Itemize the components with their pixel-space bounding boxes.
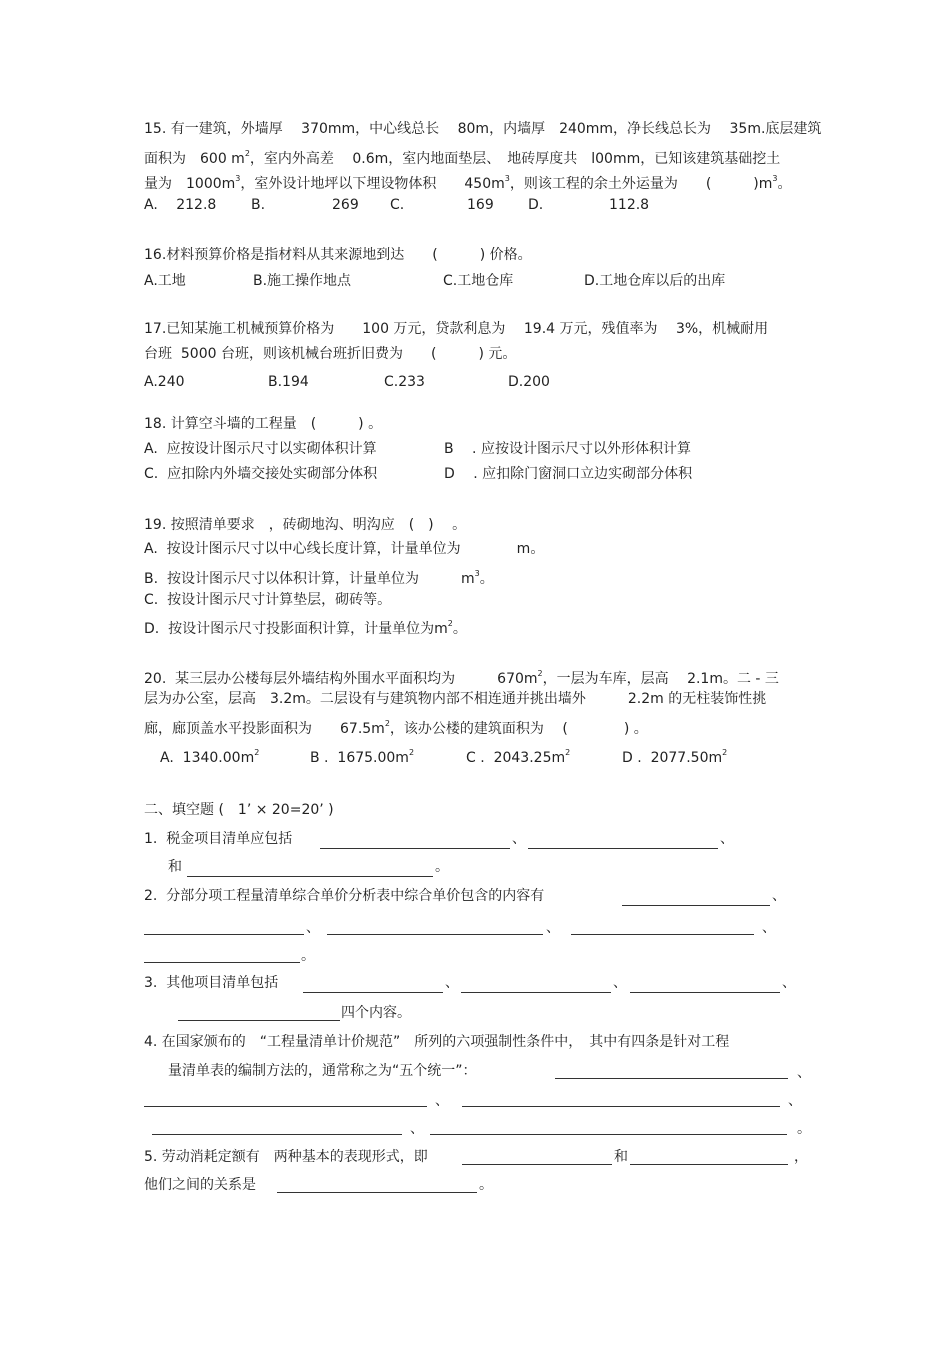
fill4-line-2: 量清单表的编制方法的，通常称之为“五个统一”：: [168, 1063, 477, 1079]
q15-line-3-text: 量为 1000m: [144, 176, 236, 192]
q15-option-d-label: D.: [528, 197, 544, 213]
q20-option-c: [466, 744, 570, 767]
q15-line-3-end: ，则该工程的余土外运量为 ( )m: [509, 176, 773, 192]
fill5-blank-1[interactable]: [462, 1164, 612, 1165]
q20-option-b: [310, 744, 414, 767]
q16-option-c: C.工地仓库: [443, 273, 514, 289]
q17-option-c: C.233: [384, 374, 425, 390]
q16-option-a: A.工地: [144, 273, 186, 289]
fill5-and: 和: [614, 1149, 628, 1165]
fill1-separator: 、: [512, 831, 526, 847]
fill3-separator: 、: [613, 975, 627, 991]
q20-superscript: 2: [537, 669, 543, 678]
q20-superscript: 2: [254, 748, 260, 757]
fill3-end: 四个内容。: [341, 1005, 411, 1021]
q15-line-3-period: 。: [777, 176, 792, 192]
q19-superscript: 3: [474, 569, 480, 578]
fill3-blank-1[interactable]: [303, 992, 443, 993]
fill4-line-1: 4. 在国家颁布的 “工程量清单计价规范” 所列的六项强制性条件中， 其中有四条是针对工程: [144, 1034, 730, 1050]
fill4-separator: 、: [788, 1093, 802, 1109]
q17-option-d: D.200: [508, 374, 550, 390]
q20-line-2: 层为办公室，层高 3.2m。二层设有与建筑物内部不相连通并挑出墙外 2.2m 的无柱装饰性挑: [144, 691, 767, 707]
q15-line-3-mid: ，室外设计地坪以下埋设物体积 450m: [240, 176, 505, 192]
fill3-blank-3[interactable]: [630, 992, 780, 993]
q20-option-a-text: A. 1340.00m: [160, 750, 255, 766]
q15-option-b-value: 269: [332, 197, 359, 213]
fill4-end: 。: [797, 1121, 811, 1137]
q19-option-c: C. 按设计图示尺寸计算垫层，砌砖等。: [144, 592, 392, 608]
q18-option-b: B . 应按设计图示尺寸以外形体积计算: [444, 441, 691, 457]
q15-option-d-value: 112.8: [609, 197, 650, 213]
q20-line-1-rest: ，一层为车库，层高 2.1m。二 - 三: [542, 671, 779, 687]
q19-option-d-text: D. 按设计图示尺寸投影面积计算，计量单位为m: [144, 621, 448, 637]
fill2-blank-4[interactable]: [571, 934, 754, 935]
fill3-separator: 、: [782, 975, 796, 991]
fill4-separator: 、: [410, 1121, 424, 1137]
fill5-blank-2[interactable]: [630, 1164, 788, 1165]
fill2-separator: 、: [546, 920, 560, 936]
q17-line-2: 台班 5000 台班，则该机械台班折旧费为 ( ) 元。: [144, 346, 517, 362]
fill4-blank-1[interactable]: [555, 1078, 788, 1079]
fill4-blank-2[interactable]: [144, 1106, 427, 1107]
fill2-separator: 、: [772, 888, 786, 904]
q20-superscript: 2: [384, 719, 390, 728]
q15-line-3: [144, 170, 791, 193]
fill2-end: 。: [301, 948, 315, 964]
q16-question: 16.材料预算价格是指材料从其来源地到达 ( ) 价格。: [144, 247, 532, 263]
fill3-question: 3. 其他项目清单包括: [144, 975, 279, 991]
q20-line-3-rest: ，该办公楼的建筑面积为 ( ) 。: [389, 721, 648, 737]
q20-line-1: [144, 665, 779, 688]
fill1-blank-1[interactable]: [320, 848, 510, 849]
fill1-end: 。: [435, 859, 449, 875]
q18-option-d: D . 应扣除门窗洞口立边实砌部分体积: [444, 466, 693, 482]
fill4-blank-5[interactable]: [430, 1134, 787, 1135]
q15-superscript: 3: [235, 174, 241, 183]
q17-option-a: A.240: [144, 374, 185, 390]
q16-option-d: D.工地仓库以后的出库: [584, 273, 726, 289]
q19-question: 19. 按照清单要求 ，砖砌地沟、明沟应 ( ) 。: [144, 517, 467, 533]
q18-question: 18. 计算空斗墙的工程量 ( ) 。: [144, 416, 383, 432]
fill1-question: 1. 税金项目清单应包括: [144, 831, 293, 847]
fill4-separator: 、: [435, 1093, 449, 1109]
fill3-blank-4[interactable]: [178, 1020, 340, 1021]
q20-superscript: 2: [408, 748, 415, 757]
q20-line-3: [144, 715, 648, 738]
fill2-question: 2. 分部分项工程量清单综合单价分析表中综合单价包含的内容有: [144, 888, 545, 904]
q15-option-a: A. 212.8: [144, 197, 217, 213]
q20-superscript: 2: [722, 748, 728, 757]
q15-superscript: 2: [244, 149, 250, 158]
q17-line-1: 17.已知某施工机械预算价格为 100 万元，贷款利息为 19.4 万元，残值率为 3%，机械耐用: [144, 321, 769, 337]
q15-option-c-label: C.: [390, 197, 405, 213]
fill1-blank-3[interactable]: [187, 876, 433, 877]
fill2-separator: 、: [306, 920, 320, 936]
fill1-and: 和: [168, 859, 182, 875]
q15-line-2-text: 面积为 600 m: [144, 151, 245, 167]
q15-line-2-rest: ，室内外高差 0.6m，室内地面垫层、 地砖厚度共 l00mm，已知该建筑基础挖土: [249, 151, 781, 167]
q18-option-c: C. 应扣除内外墙交接处实砌部分体积: [144, 466, 378, 482]
q19-option-a: A. 按设计图示尺寸以中心线长度计算，计量单位为 m。: [144, 541, 545, 557]
fill5-blank-3[interactable]: [277, 1192, 477, 1193]
section-2-title: 二、填空题 ( 1’ × 20=20’ ): [144, 802, 334, 818]
q20-line-1-text: 20. 某三层办公楼每层外墙结构外围水平面积均为 670m: [144, 671, 538, 687]
q15-superscript: 3: [504, 174, 510, 183]
fill5-line-1: 5. 劳动消耗定额有 两种基本的表现形式，即: [144, 1149, 428, 1165]
q15-superscript: 3: [772, 174, 778, 183]
fill4-separator: 、: [797, 1065, 811, 1081]
fill4-blank-3[interactable]: [462, 1106, 780, 1107]
fill1-blank-2[interactable]: [528, 848, 718, 849]
q19-option-b-text: B. 按设计图示尺寸以体积计算，计量单位为 m: [144, 571, 475, 587]
fill2-blank-5[interactable]: [144, 962, 300, 963]
fill1-separator: 、: [720, 831, 734, 847]
q20-superscript: 2: [565, 748, 571, 757]
q20-option-d-text: D . 2077.50m: [622, 750, 723, 766]
q16-option-b: B.施工操作地点: [253, 273, 352, 289]
fill5-comma: ，: [794, 1149, 808, 1165]
q20-option-c-text: C . 2043.25m: [466, 750, 566, 766]
q19-option-b-period: 。: [479, 571, 494, 587]
q20-option-d: [622, 744, 727, 767]
fill2-separator: 、: [762, 920, 776, 936]
q15-option-b-label: B.: [251, 197, 266, 213]
q20-option-b-text: B . 1675.00m: [310, 750, 409, 766]
fill4-blank-4[interactable]: [152, 1134, 402, 1135]
q19-option-d: [144, 615, 467, 638]
q15-line-2: [144, 145, 780, 168]
q19-option-d-period: 。: [452, 621, 467, 637]
q17-option-b: B.194: [268, 374, 309, 390]
q20-option-a: [160, 744, 259, 767]
q19-superscript: 2: [447, 619, 453, 628]
q20-line-3-text: 廊，廊顶盖水平投影面积为 67.5m: [144, 721, 385, 737]
fill3-separator: 、: [445, 975, 459, 991]
q15-option-c-value: 169: [467, 197, 494, 213]
q15-line-1: 15. 有一建筑，外墙厚 370mm，中心线总长 80m，内墙厚 240mm，净长线总长为 35m.底层建筑: [144, 121, 822, 137]
fill2-blank-1[interactable]: [622, 905, 770, 906]
q18-option-a: A. 应按设计图示尺寸以实砌体积计算: [144, 441, 377, 457]
fill3-blank-2[interactable]: [461, 992, 611, 993]
fill2-blank-3[interactable]: [327, 934, 543, 935]
fill5-end: 。: [479, 1177, 493, 1193]
q19-option-b: [144, 565, 494, 588]
fill5-line-2: 他们之间的关系是: [144, 1177, 256, 1193]
fill2-blank-2[interactable]: [144, 934, 304, 935]
